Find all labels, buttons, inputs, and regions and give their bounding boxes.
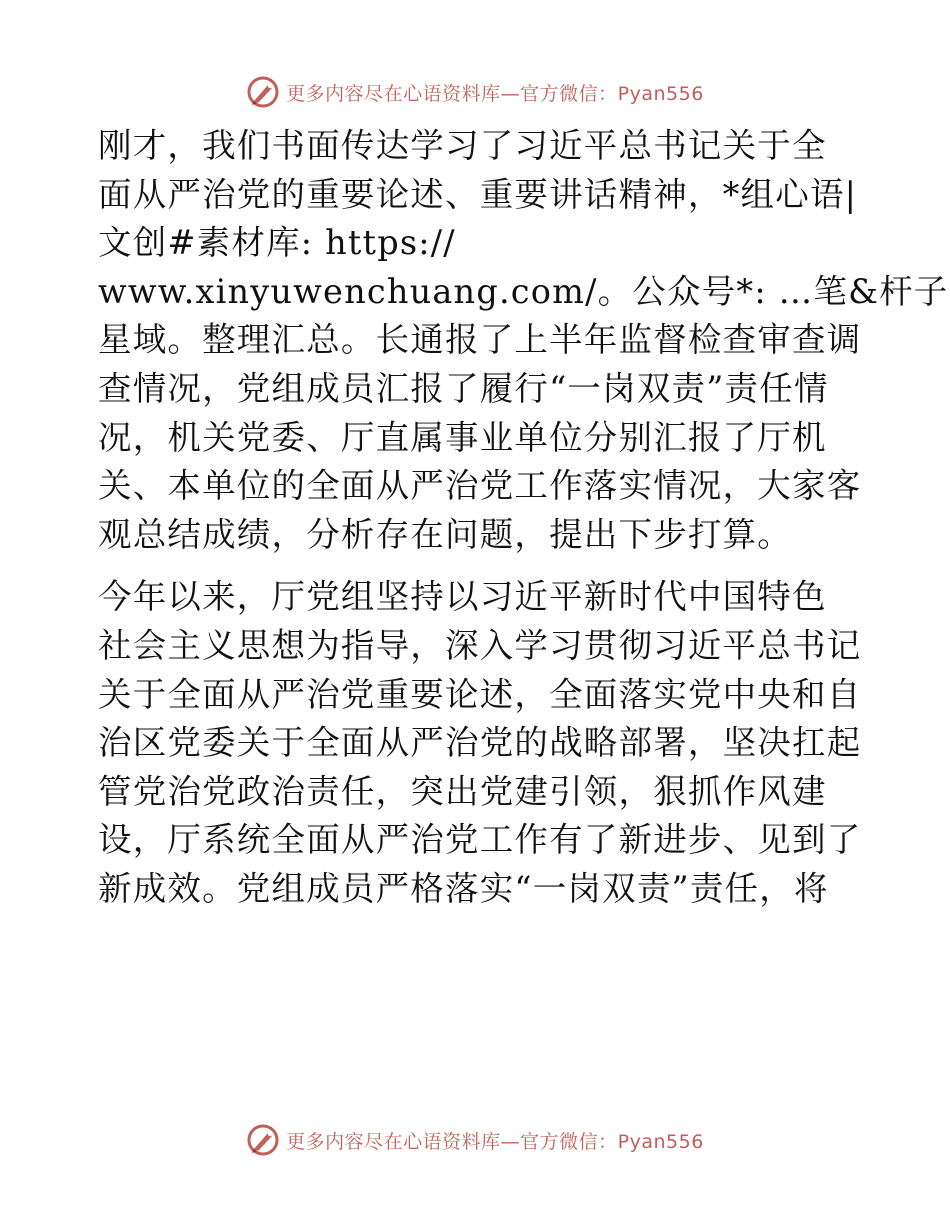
text-line: 星域。整理汇总。长通报了上半年监督检查审查调 (98, 320, 862, 360)
header-banner (0, 72, 950, 112)
text-line: 关、本单位的全面从严治党工作落实情况，大家客 (98, 466, 862, 506)
text-line: 文创#素材库: https:// (98, 223, 456, 263)
text-line: www.xinyuwenchuang.com/。公众号*: …笔&杆子 (98, 271, 949, 311)
text-line: 查情况，党组成员汇报了履行“一岗双责”责任情 (98, 368, 829, 408)
text-line: 况，机关党委、厅直属事业单位分别汇报了厅机 (98, 417, 827, 457)
text-line: 刚才，我们书面传达学习了习近平总书记关于全 (98, 126, 827, 165)
text-line: 设，厅系统全面从严治党工作有了新进步、见到了 (98, 820, 862, 860)
text-line: 观总结成绩，分析存在问题，提出下步打算。 (98, 514, 792, 554)
paragraph (98, 122, 949, 559)
text-line: 面从严治党的重要论述、重要讲话精神，*组心语| (98, 174, 858, 214)
header-banner-text: 更多内容尽在心语资料库—官方微信：Pyan556 (286, 82, 704, 105)
text-line: 今年以来，厅党组坚持以习近平新时代中国特色 (98, 577, 827, 617)
text-line: 治区党委关于全面从严治党的战略部署，坚决扛起 (98, 723, 862, 763)
document-body (98, 122, 949, 914)
pen-circle-logo-icon (246, 75, 280, 109)
text-line: 关于全面从严治党重要论述，全面落实党中央和自 (98, 674, 862, 714)
paragraph (98, 573, 862, 913)
text-line: 管党治党政治责任，突出党建引领，狠抓作风建 (98, 771, 827, 811)
footer-banner-text: 更多内容尽在心语资料库—官方微信：Pyan556 (286, 1130, 704, 1153)
text-line: 新成效。党组成员严格落实“一岗双责”责任，将 (98, 868, 829, 908)
pen-circle-logo-icon (246, 1123, 280, 1157)
text-line: 社会主义思想为指导，深入学习贯彻习近平总书记 (98, 625, 862, 665)
footer-banner (0, 1120, 950, 1160)
